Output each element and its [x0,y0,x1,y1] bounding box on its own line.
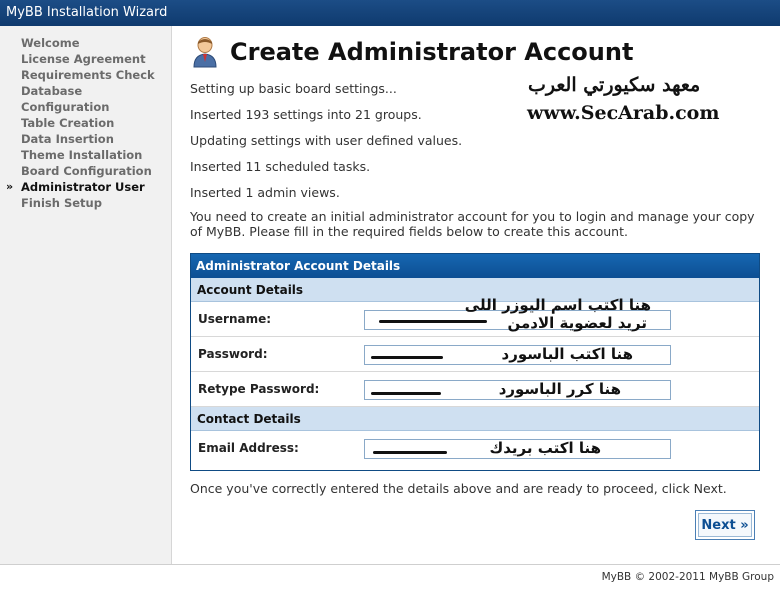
page-title: Create Administrator Account [230,38,634,66]
watermark-url: www.SecArab.com [527,102,720,124]
window-title-bar [0,0,780,26]
next-button[interactable]: Next » [695,510,755,540]
section-account-details: Account Details [191,278,759,302]
username-row [191,296,759,337]
password-hint: هنا اكتب الباسورد [501,345,633,363]
username-hint-line1: هنا اكتب اسم اليوزر اللى [464,296,651,314]
retype-password-label: Retype Password: [198,382,320,396]
sidebar-item-finish-setup[interactable]: Finish Setup [21,196,102,210]
proceed-instructions: Once you've correctly entered the details above and are ready to proceed, click Next. [190,481,727,496]
user-icon [192,36,218,68]
sidebar-item-requirements-check[interactable]: Requirements Check [21,68,155,82]
scribble-mark [379,320,487,323]
email-hint: هنا اكتب بريدك [489,439,601,457]
username-label: Username: [198,312,272,326]
sidebar [0,26,172,564]
sidebar-item-welcome[interactable]: Welcome [21,36,80,50]
status-message: Inserted 193 settings into 21 groups. [190,107,422,122]
sidebar-item-administrator-user[interactable]: » Administrator User [6,180,145,194]
sidebar-item-data-insertion[interactable]: Data Insertion [21,132,114,146]
retype-password-row [191,372,759,407]
intro-text: You need to create an initial administrator account for you to login and manage your copy of MyBB. Please fill in the required fields below to create this account. [190,209,755,239]
password-label: Password: [198,347,268,361]
admin-details-panel [190,253,760,471]
email-label: Email Address: [198,441,299,455]
status-message: Updating settings with user defined values. [190,133,463,148]
sidebar-item-board-configuration[interactable]: Board Configuration [21,164,152,178]
scribble-mark [373,451,447,454]
copyright-footer [0,564,780,588]
copyright-text: MyBB © 2002-2011 MyBB Group [601,571,774,583]
sidebar-item-database-configuration[interactable]: Database Configuration [21,84,110,114]
sidebar-item-license-agreement[interactable]: License Agreement [21,52,146,66]
status-message: Inserted 1 admin views. [190,185,340,200]
section-contact-details: Contact Details [191,407,759,431]
window-title: MyBB Installation Wizard [6,5,168,20]
email-row [191,431,759,466]
panel-title: Administrator Account Details [191,254,759,278]
status-message: Inserted 11 scheduled tasks. [190,159,371,174]
scribble-mark [371,392,441,395]
sidebar-item-table-creation[interactable]: Table Creation [21,116,115,130]
scribble-mark [371,356,443,359]
watermark-arabic: معهد سكيورتي العرب [528,74,701,96]
status-message: Setting up basic board settings... [190,81,397,96]
retype-password-hint: هنا كرر الباسورد [498,380,621,398]
main-content [172,26,780,564]
username-hint-line2: تريد لعضوية الادمن [507,314,647,332]
current-step-marker: » [6,180,14,193]
sidebar-item-theme-installation[interactable]: Theme Installation [21,148,143,162]
password-row [191,337,759,372]
